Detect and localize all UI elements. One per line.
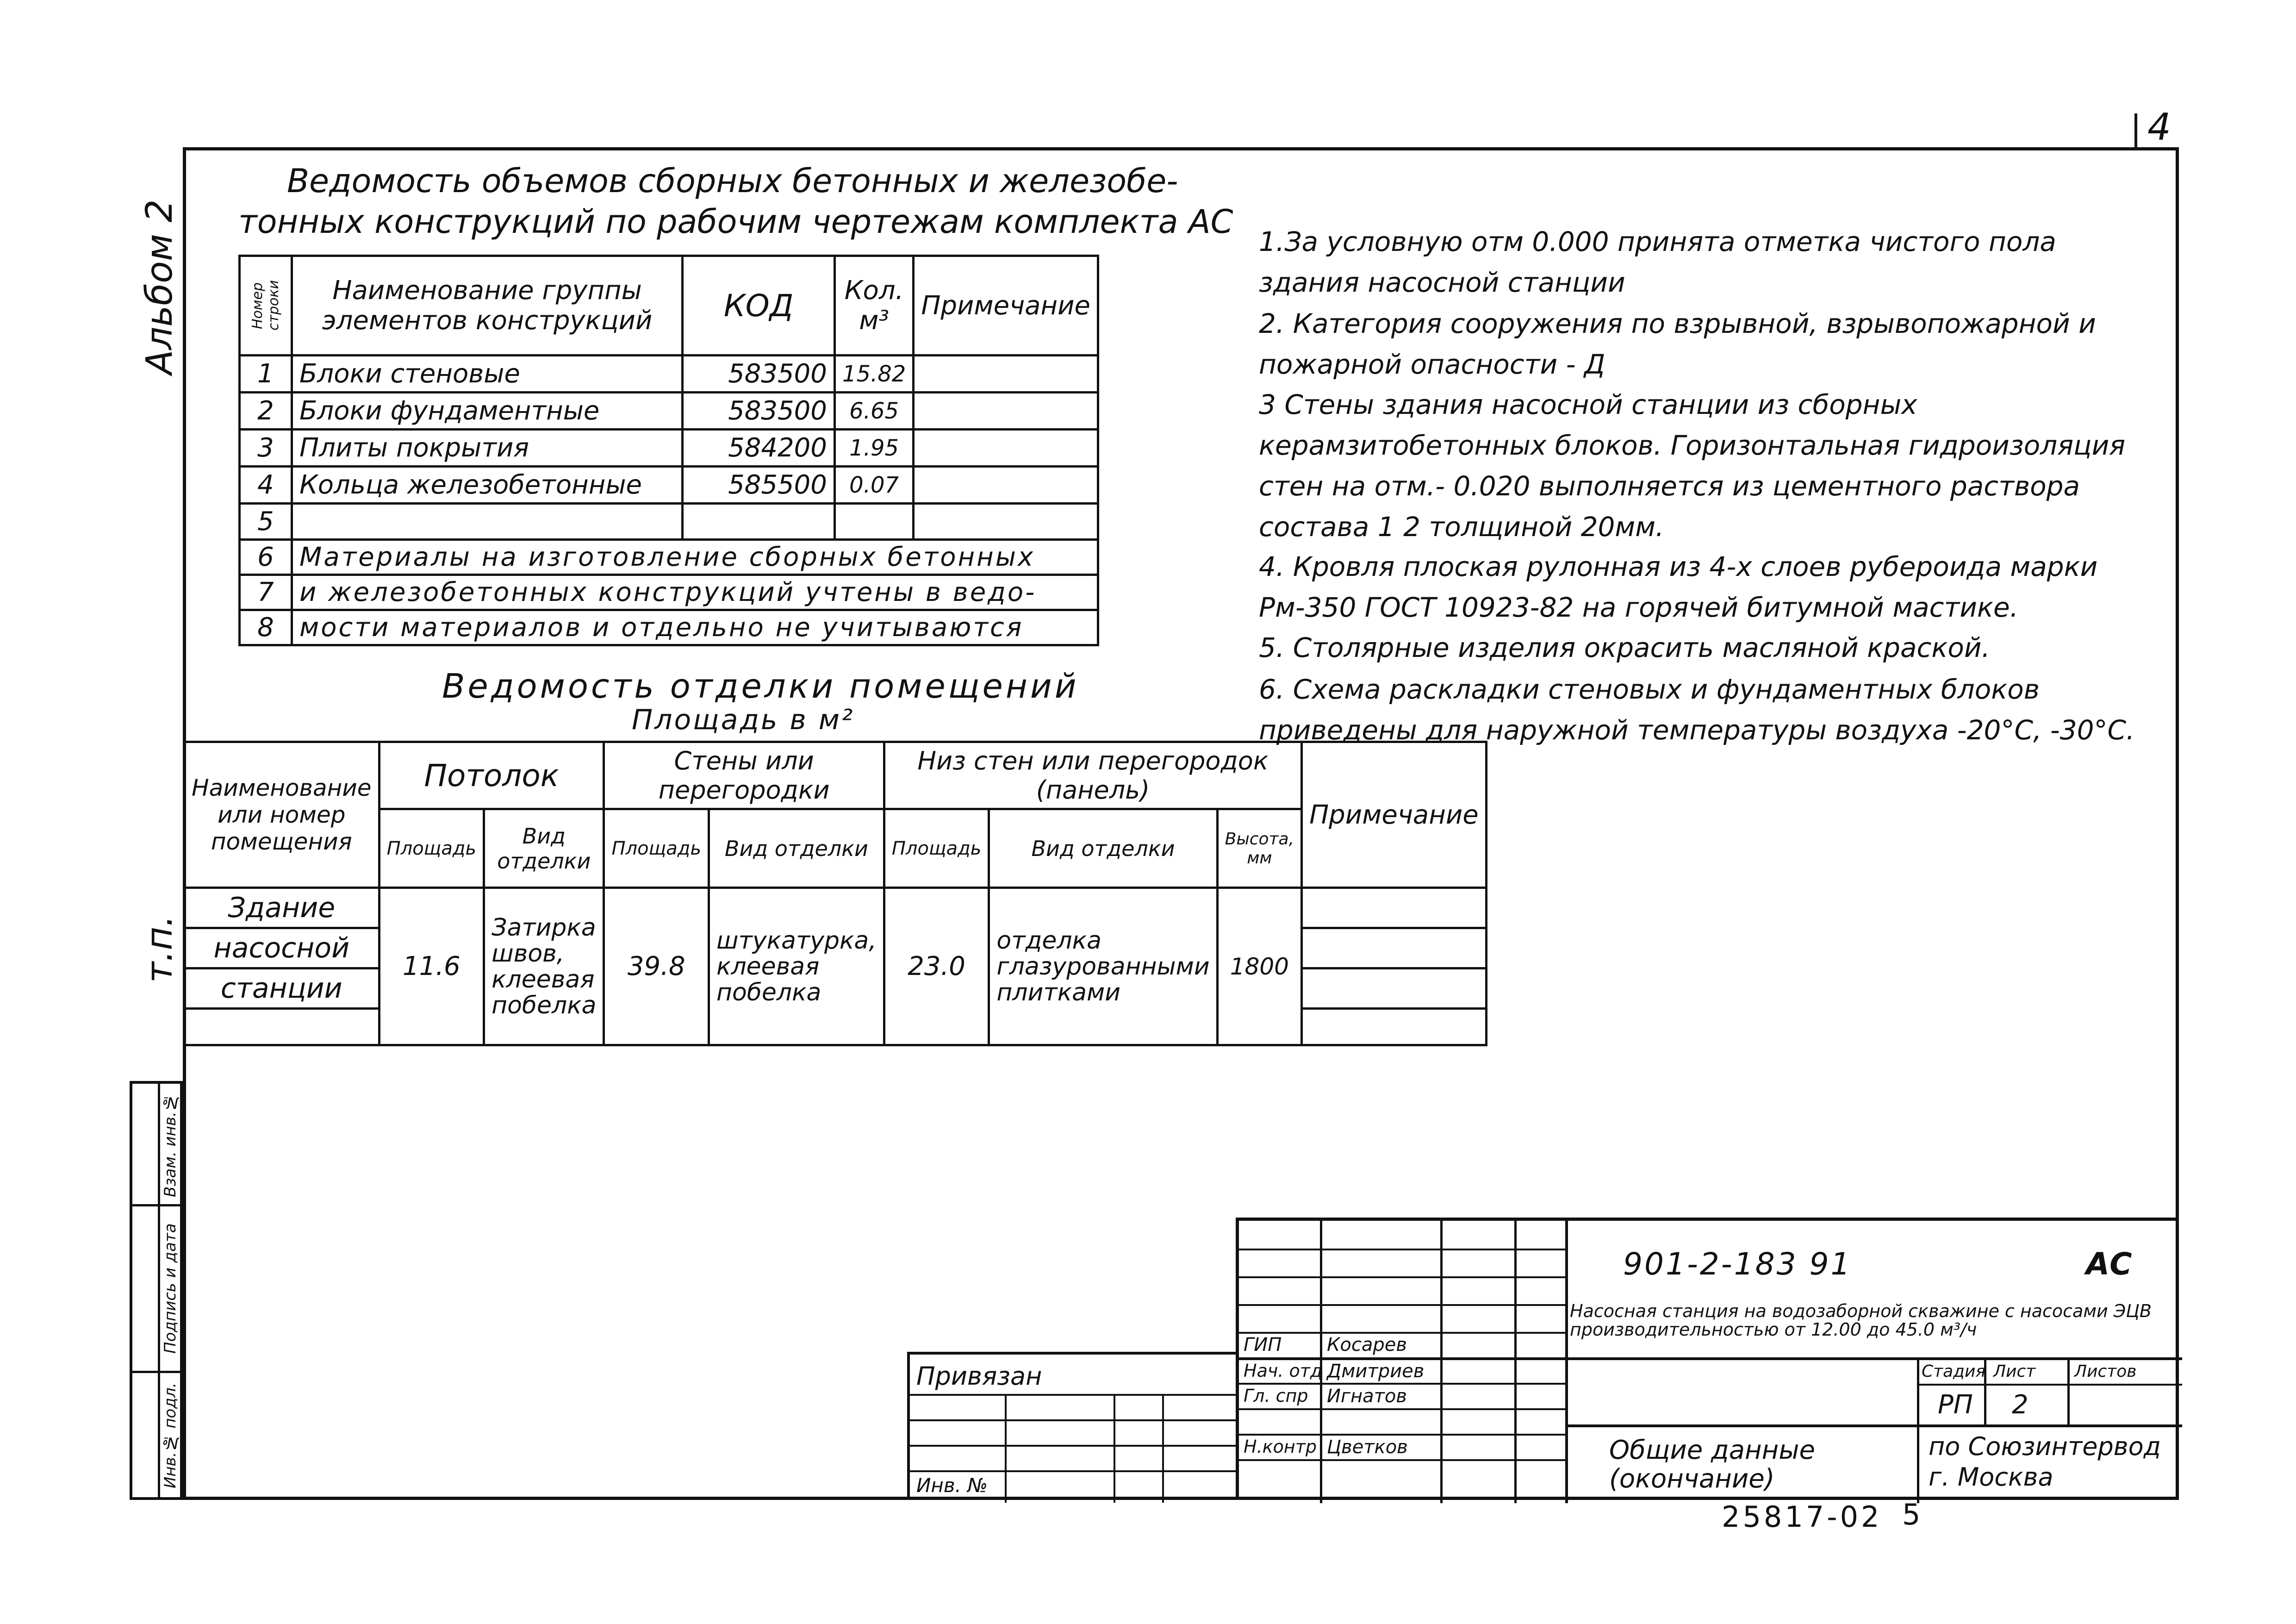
header-room: Наименование или номер помещения [184, 742, 380, 888]
volumes-header-row [240, 256, 1098, 356]
table-row: 3 Плиты покрытия 584200 1.95 [240, 430, 1098, 467]
doc-code: 901-2-183 91 [1623, 1246, 1852, 1282]
organization: по Союзинтервод г. Москва [1929, 1432, 2161, 1492]
note-4: 4. Кровля плоская рулонная из 4-х слоев рубероида марки Рм-350 ГОСТ 10923-82 на горячей битумной мастике. [1259, 551, 2098, 623]
tp-label: т.п. [139, 915, 180, 983]
role-gip-name: Косарев [1327, 1334, 1407, 1355]
walls-finish: штукатурка, клеевая побелка [709, 888, 884, 1045]
archive-number: 25817-02 [1722, 1500, 1882, 1534]
volumes-table [238, 255, 1099, 646]
role-chief: Гл. спр [1244, 1386, 1308, 1406]
stage-label: Стадия [1922, 1362, 1986, 1381]
finish-table [183, 741, 1487, 1046]
inv-label: Инв. № [916, 1474, 988, 1497]
table-row: 5 [240, 504, 1098, 540]
role-control-name: Цветков [1327, 1437, 1408, 1458]
stamp-replace-label: Взам. инв.№ [161, 1093, 180, 1197]
header-walls-finish: Вид отделки [709, 809, 884, 888]
table-row: 7 и железобетонных конструкций учтены в ведо- [240, 575, 1098, 610]
note-5: 5. Столярные изделия окрасить масляной краской. [1259, 632, 1991, 663]
volumes-title-line1: Ведомость объемов сборных бетонных и железобе- [287, 162, 1178, 200]
doc-mark: АС [2086, 1246, 2132, 1282]
stamp-sign-label: Подпись и дата [161, 1223, 180, 1354]
side-stamp [130, 1081, 183, 1500]
header-lower-finish: Вид отделки [989, 809, 1217, 888]
table-row: 4 Кольца железобетонные 585500 0.07 [240, 467, 1098, 504]
header-quantity: Кол. м³ [834, 256, 913, 356]
header-note: Примечание [914, 256, 1098, 356]
sheet-value: 2 [2012, 1390, 2028, 1420]
sheets-label: Листов [2074, 1362, 2137, 1381]
header-walls-area: Площадь [604, 809, 709, 888]
note-2: 2. Категория сооружения по взрывной, взрывопожарной и пожарной опасности - Д [1259, 308, 2096, 380]
album-label: Альбом 2 [139, 199, 180, 375]
ceiling-area: 11.6 [379, 888, 484, 1045]
header-lower: Низ стен или перегородок (панель) [884, 742, 1301, 809]
sheet-title: Общие данные (окончание) [1609, 1435, 1815, 1494]
finish-subtitle: Площадь в м² [632, 704, 855, 736]
finish-title: Ведомость отделки помещений [442, 667, 1079, 706]
header-code: КОД [683, 256, 835, 356]
header-note: Примечание [1302, 742, 1487, 888]
walls-area: 39.8 [604, 888, 709, 1045]
project-name: Насосная станция на водозаборной скважине с насосами ЭЦВ производительностью от 12.00 до 45.0 м³/ч [1570, 1301, 2152, 1340]
note-6: 6. Схема раскладки стеновых и фундаментных блоков приведены для наружной температуры воздуха -20°С, -30°С. [1259, 674, 2135, 746]
lower-area: 23.0 [884, 888, 989, 1045]
lower-finish: отделка глазурованными плитками [989, 888, 1217, 1045]
header-row-number: Номер строки [249, 280, 282, 331]
page-number-divider [2134, 113, 2137, 147]
lower-height: 1800 [1217, 888, 1301, 1045]
volumes-title-line2: тонных конструкций по рабочим чертежам комплекта АС [238, 203, 1233, 241]
room-line-1: Здание [185, 889, 378, 929]
role-chief-name: Игнатов [1327, 1386, 1407, 1407]
note-1: 1.За условную отм 0.000 принята отметка чистого пола здания насосной станции [1259, 226, 2056, 298]
header-lower-area: Площадь [884, 809, 989, 888]
room-line-3: станции [185, 969, 378, 1010]
page-number: 4 [2147, 106, 2171, 149]
title-block [1236, 1218, 2179, 1500]
table-row [184, 888, 1487, 1045]
table-row: 2 Блоки фундаментные 583500 6.65 [240, 393, 1098, 430]
header-walls: Стены или перегородки [604, 742, 884, 809]
header-ceiling: Потолок [379, 742, 604, 809]
header-lower-height: Высота, мм [1217, 809, 1301, 888]
table-row: 8 мости материалов и отдельно не учитываются [240, 610, 1098, 645]
role-head: Нач. отд [1244, 1361, 1323, 1381]
note-3: 3 Стены здания насосной станции из сборных керамзитобетонных блоков. Горизонтальная гидроизоляция стен на отм.- 0.020 выполняется из цементного раствора состава 1 2 толщиной 20мм. [1259, 389, 2126, 543]
stamp-inv-label: Инв.№ подл. [161, 1382, 180, 1489]
sheet-label: Лист [1993, 1362, 2036, 1381]
linked-block [907, 1352, 1236, 1500]
role-control: Н.контр [1244, 1437, 1317, 1457]
stage-value: РП [1938, 1390, 1973, 1420]
role-gip: ГИП [1244, 1334, 1282, 1355]
header-element-group: Наименование группы элементов конструкций [292, 256, 683, 356]
table-row: 1 Блоки стеновые 583500 15.82 [240, 356, 1098, 393]
header-ceiling-area: Площадь [379, 809, 484, 888]
archive-sheet: 5 [1902, 1498, 1921, 1531]
role-head-name: Дмитриев [1327, 1361, 1425, 1382]
room-line-2: насосной [185, 929, 378, 969]
header-ceiling-finish: Вид отделки [484, 809, 604, 888]
linked-label: Привязан [916, 1362, 1042, 1391]
table-row: 6 Материалы на изготовление сборных бетонных [240, 540, 1098, 575]
ceiling-finish: Затирка швов, клеевая побелка [484, 888, 604, 1045]
